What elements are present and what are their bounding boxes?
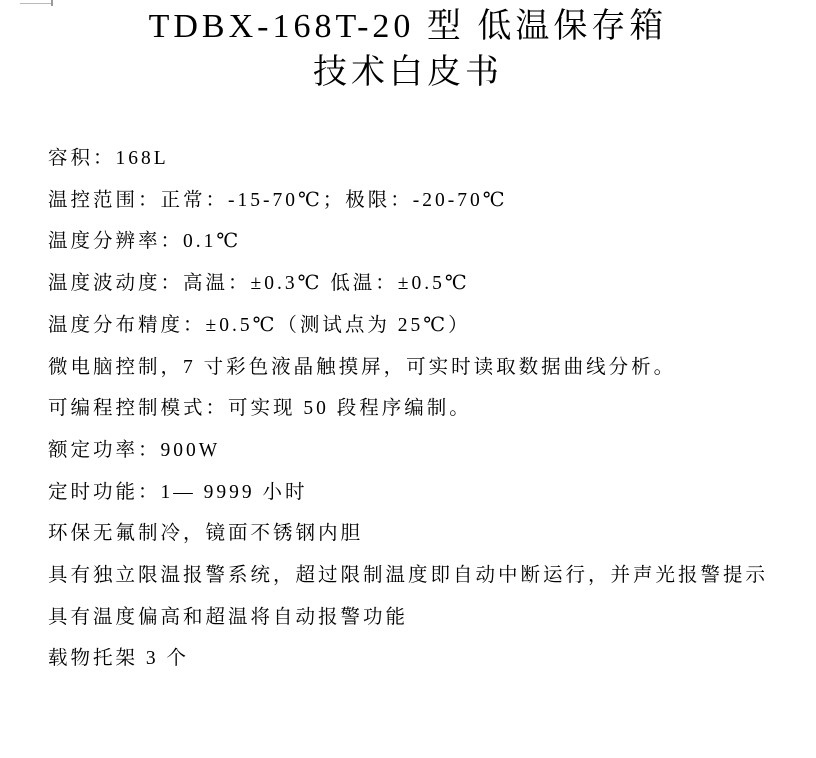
- document-title-line2: 技术白皮书: [313, 54, 503, 91]
- spec-line-resolution: 温度分辨率：0.1℃: [48, 231, 242, 253]
- document-title: [0, 0, 816, 96]
- spec-line-power: 额定功率：900W: [48, 439, 221, 461]
- spec-line-refrigeration: 环保无氟制冷，镜面不锈钢内胆: [48, 523, 364, 545]
- spec-line-timer: 定时功能：1— 9999 小时: [48, 481, 308, 503]
- spec-line-limit-alarm: 具有独立限温报警系统，超过限制温度即自动中断运行，并声光报警提示: [48, 565, 769, 587]
- page-edge-artifact-vertical: [51, 0, 53, 6]
- spec-line-temp-range: 温控范围：正常：-15-70℃；极限：-20-70℃: [48, 189, 508, 211]
- spec-line-fluctuation: 温度波动度：高温：±0.3℃ 低温：±0.5℃: [48, 273, 470, 295]
- spec-list: [0, 138, 816, 680]
- spec-line-capacity: 容积：168L: [48, 148, 169, 169]
- page-edge-artifact-horizontal: [20, 3, 52, 4]
- document-title-line1: TDBX-168T-20 型 低温保存箱: [148, 8, 668, 45]
- spec-line-overtemp-alarm: 具有温度偏高和超温将自动报警功能: [48, 606, 409, 628]
- spec-line-uniformity: 温度分布精度：±0.5℃（测试点为 25℃）: [48, 314, 471, 336]
- spec-line-programmable: 可编程控制模式：可实现 50 段程序编制。: [48, 398, 472, 420]
- spec-line-shelves: 载物托架 3 个: [48, 648, 190, 670]
- spec-line-controller: 微电脑控制，7 寸彩色液晶触摸屏，可实时读取数据曲线分析。: [48, 356, 677, 378]
